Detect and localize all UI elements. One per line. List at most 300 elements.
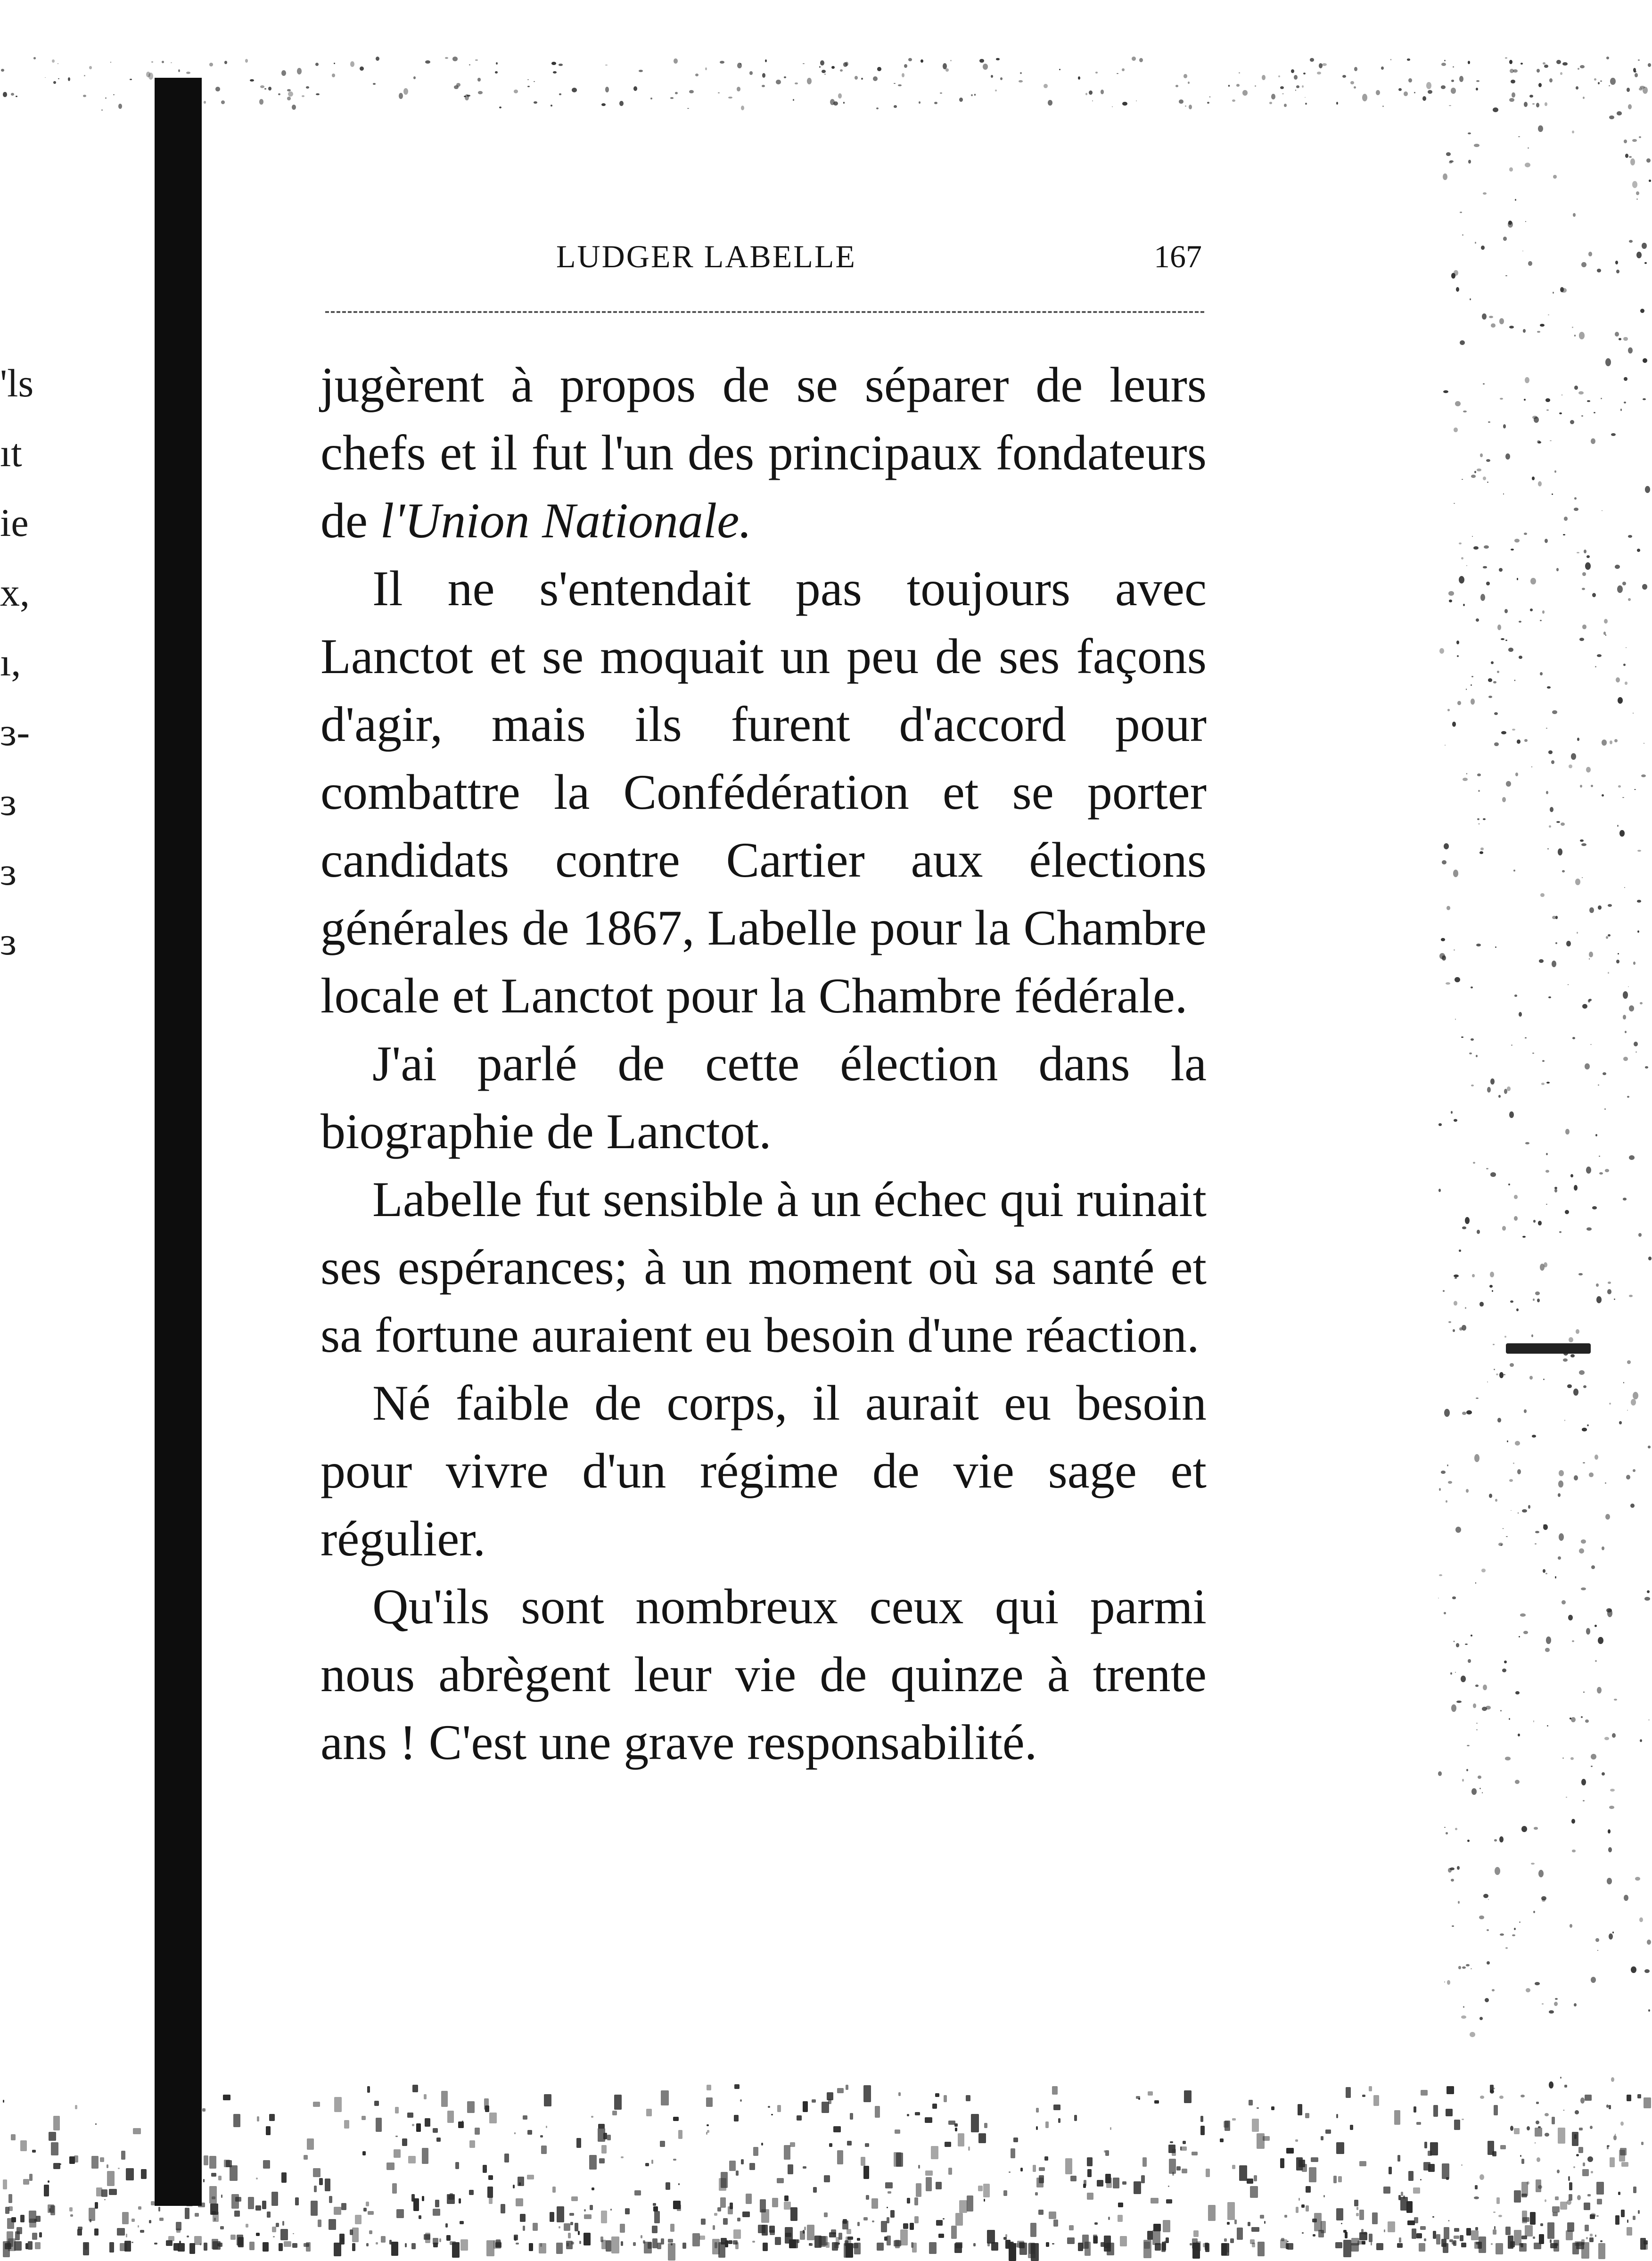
scan-speck	[53, 2163, 60, 2169]
scan-speck	[943, 2218, 945, 2220]
scan-speck	[1036, 2126, 1038, 2130]
scan-speck	[898, 2092, 901, 2096]
scan-speck	[1517, 578, 1518, 580]
scan-speck	[1354, 67, 1357, 71]
scan-speck	[1295, 2139, 1298, 2142]
scan-speck	[1471, 1635, 1472, 1636]
scan-speck	[1517, 740, 1520, 744]
scan-speck	[678, 2183, 680, 2185]
scan-speck	[262, 2201, 266, 2209]
scan-speck	[1633, 962, 1636, 965]
scan-speck	[1479, 2017, 1483, 2020]
scan-speck	[1065, 2158, 1072, 2174]
scan-speck	[214, 2218, 216, 2221]
scan-speck	[1382, 106, 1384, 107]
fragment-line: ıt	[0, 431, 22, 475]
scan-speck	[1637, 850, 1641, 852]
scan-speck	[1624, 887, 1625, 888]
scan-speck	[1480, 847, 1484, 850]
scan-speck	[1356, 2207, 1358, 2210]
scan-speck	[221, 2195, 222, 2198]
scan-speck	[107, 2171, 115, 2186]
scan-speck	[1271, 94, 1275, 99]
scan-speck	[1506, 1536, 1508, 1537]
scan-speck	[1477, 469, 1481, 471]
scan-speck	[1441, 938, 1445, 941]
scan-speck	[1521, 2159, 1524, 2164]
scan-speck	[1206, 2169, 1210, 2177]
scan-speck	[1554, 2002, 1558, 2006]
scan-speck	[1629, 156, 1632, 158]
scan-speck	[1303, 73, 1306, 74]
scan-speck	[1230, 2238, 1234, 2243]
scan-speck	[1456, 287, 1459, 292]
scan-speck	[121, 2151, 125, 2160]
scan-speck	[1631, 1966, 1636, 1973]
scan-speck	[1595, 1660, 1597, 1662]
scan-speck	[405, 2243, 407, 2247]
scan-speck	[1470, 2032, 1475, 2037]
scan-speck	[394, 2149, 401, 2158]
scan-speck	[282, 2221, 284, 2226]
scan-speck	[1484, 545, 1489, 549]
scan-speck	[1457, 1866, 1460, 1870]
scan-speck	[1369, 2086, 1372, 2091]
scan-speck	[1580, 785, 1582, 788]
scan-speck	[1200, 2126, 1205, 2135]
scan-speck	[1447, 709, 1450, 711]
scan-speck	[1588, 999, 1590, 1003]
scan-speck	[395, 2107, 399, 2113]
scan-speck	[1530, 578, 1536, 584]
scan-speck	[1596, 2182, 1604, 2195]
scan-speck	[1168, 2145, 1175, 2153]
scan-speck	[1122, 2181, 1126, 2185]
scan-speck	[1558, 2128, 1565, 2144]
scan-speck	[1343, 2230, 1347, 2233]
scan-speck	[1533, 2236, 1535, 2239]
scan-speck	[109, 2189, 117, 2195]
scan-speck	[1443, 2243, 1448, 2253]
scan-speck	[890, 2210, 895, 2218]
scan-speck	[1107, 2243, 1114, 2255]
scan-speck	[650, 98, 652, 99]
scan-speck	[1578, 2147, 1583, 2153]
scan-speck	[1232, 2165, 1235, 2169]
scan-speck	[1143, 2240, 1151, 2258]
scan-speck	[932, 2104, 937, 2109]
scan-speck	[652, 2238, 658, 2248]
scan-speck	[1397, 2243, 1403, 2248]
scan-speck	[425, 2118, 430, 2127]
scan-speck	[1455, 1527, 1461, 1533]
scan-speck	[1254, 2175, 1257, 2181]
scan-speck	[1424, 2142, 1427, 2148]
scan-speck	[1514, 1928, 1516, 1930]
scan-speck	[894, 83, 896, 84]
scan-speck	[1500, 1710, 1502, 1711]
scan-speck	[1568, 2176, 1570, 2181]
scan-speck	[1605, 358, 1611, 366]
scan-speck	[1594, 1625, 1597, 1627]
scan-speck	[1488, 421, 1490, 423]
scan-speck	[598, 2128, 605, 2142]
scan-speck	[1473, 1703, 1476, 1708]
scan-speck	[95, 2123, 97, 2125]
scan-speck	[1612, 1733, 1616, 1738]
scan-speck	[601, 2211, 607, 2223]
scan-speck	[1590, 2214, 1595, 2219]
scan-speck	[1492, 2151, 1496, 2156]
scan-speck	[1630, 158, 1635, 165]
scan-speck	[1628, 535, 1632, 538]
scan-speck	[1492, 1290, 1493, 1292]
scan-speck	[363, 2208, 367, 2212]
scan-speck	[1519, 1922, 1520, 1923]
scan-speck	[619, 101, 624, 106]
scan-speck	[790, 2142, 795, 2147]
scan-speck	[1512, 1934, 1515, 1936]
scan-speck	[334, 2097, 342, 2112]
scan-speck	[827, 2092, 833, 2100]
scan-speck	[1475, 1685, 1479, 1687]
scan-speck	[857, 2222, 860, 2226]
scan-speck	[1462, 1779, 1464, 1782]
scan-speck	[1592, 1206, 1597, 1209]
scan-speck	[1525, 221, 1526, 222]
scan-speck	[1521, 1826, 1527, 1832]
scan-speck	[1495, 1499, 1497, 1502]
scan-speck	[1452, 1925, 1454, 1927]
scan-speck	[621, 2241, 623, 2246]
scan-speck	[1321, 2136, 1323, 2140]
scan-speck	[1407, 2220, 1415, 2225]
scan-speck	[1509, 167, 1513, 172]
scan-speck	[1455, 1828, 1457, 1830]
scan-speck	[943, 63, 947, 69]
scan-speck	[1005, 2234, 1007, 2237]
scan-speck	[1472, 536, 1473, 537]
scan-speck	[1505, 453, 1510, 460]
scan-speck	[763, 2243, 768, 2251]
scan-speck	[1537, 1299, 1540, 1302]
scan-speck	[307, 2138, 314, 2150]
scan-speck	[1163, 2220, 1170, 2232]
scan-speck	[1605, 1514, 1610, 1520]
scan-speck	[1619, 1421, 1622, 1424]
scan-speck	[1359, 2161, 1366, 2166]
scan-speck	[564, 2223, 570, 2231]
scan-speck	[1305, 97, 1306, 98]
scan-speck	[1433, 2105, 1438, 2117]
scan-speck	[652, 2226, 658, 2233]
scan-speck	[907, 2198, 910, 2203]
scan-speck	[1182, 2169, 1187, 2173]
scan-speck	[847, 2229, 851, 2234]
scan-speck	[833, 101, 838, 106]
scan-speck	[557, 2206, 564, 2222]
scan-speck	[1602, 510, 1603, 511]
scan-speck	[1474, 471, 1476, 473]
scan-speck	[707, 2085, 711, 2090]
scan-speck	[1108, 2217, 1110, 2220]
scan-speck	[140, 2230, 144, 2233]
scan-speck	[1624, 377, 1627, 381]
scan-speck	[1120, 2236, 1127, 2246]
scan-speck	[589, 2155, 597, 2170]
scan-speck	[1452, 1596, 1456, 1599]
scan-speck	[1607, 1289, 1611, 1294]
scan-speck	[1609, 1933, 1613, 1940]
scan-speck	[821, 2236, 828, 2245]
scan-speck	[1200, 2116, 1203, 2122]
scan-speck	[496, 2239, 501, 2247]
ink-smudge	[1506, 1343, 1591, 1354]
scan-speck	[1505, 275, 1507, 276]
scan-speck	[1638, 2210, 1640, 2214]
scan-speck	[1473, 546, 1479, 550]
scan-speck	[1499, 1836, 1504, 1842]
scan-speck	[1572, 131, 1574, 133]
scan-speck	[407, 2113, 413, 2118]
scan-speck	[940, 92, 942, 94]
scan-speck	[1449, 160, 1454, 163]
scan-speck	[984, 2123, 987, 2128]
scan-speck	[971, 94, 973, 96]
scan-speck	[412, 2124, 414, 2126]
scan-speck	[1579, 332, 1585, 339]
scan-speck	[1225, 2121, 1230, 2131]
scan-speck	[1515, 1441, 1520, 1446]
scan-speck	[68, 77, 70, 81]
scan-speck	[1458, 1901, 1460, 1904]
scan-speck	[1605, 1482, 1606, 1484]
scan-speck	[465, 94, 469, 100]
scan-speck	[516, 2198, 523, 2206]
scan-speck	[487, 2187, 493, 2198]
scan-speck	[734, 2115, 739, 2121]
scan-speck	[671, 2243, 673, 2245]
scan-speck	[1502, 797, 1506, 802]
scan-speck	[1585, 2095, 1592, 2101]
scan-speck	[1545, 1170, 1549, 1173]
scan-speck	[1030, 2223, 1036, 2237]
scan-speck	[761, 2143, 763, 2146]
scan-speck	[211, 2173, 216, 2177]
scan-speck	[281, 70, 286, 76]
scan-speck	[877, 2243, 884, 2251]
scan-speck	[11, 2134, 16, 2140]
scan-speck	[1625, 682, 1627, 685]
scan-speck	[1475, 2185, 1478, 2189]
scan-speck	[1454, 1641, 1455, 1642]
scan-speck	[1376, 90, 1380, 95]
scan-speck	[1052, 2243, 1054, 2245]
scan-speck	[1507, 1086, 1511, 1091]
scan-speck	[256, 2178, 258, 2179]
scan-speck	[1555, 2196, 1559, 2200]
scan-speck	[1444, 1981, 1445, 1982]
scan-speck	[416, 2123, 421, 2132]
scan-speck	[797, 2115, 802, 2121]
scan-speck	[1376, 2243, 1383, 2250]
scan-speck	[1033, 2165, 1036, 2172]
scan-speck	[670, 2224, 674, 2232]
scan-speck	[1183, 2141, 1186, 2144]
scan-speck	[215, 87, 220, 91]
scan-speck	[955, 2213, 963, 2226]
scan-speck	[266, 2126, 271, 2135]
scan-speck	[1552, 961, 1556, 967]
scan-speck	[706, 2097, 713, 2107]
scan-speck	[857, 2238, 860, 2241]
scan-speck	[392, 2183, 397, 2194]
scan-speck	[959, 98, 963, 102]
scan-speck	[1298, 2104, 1302, 2115]
scan-speck	[1562, 1600, 1566, 1604]
scan-speck	[1523, 329, 1526, 333]
scan-speck	[1571, 753, 1576, 760]
scan-speck	[3, 2100, 4, 2103]
scan-speck	[568, 2233, 571, 2238]
scan-speck	[527, 2130, 532, 2135]
scan-speck	[575, 2223, 578, 2231]
scan-speck	[376, 2118, 382, 2132]
scan-speck	[866, 2195, 869, 2200]
scan-speck	[695, 74, 699, 76]
scan-speck	[259, 99, 263, 105]
scan-speck	[1454, 2228, 1459, 2232]
scan-speck	[1192, 2152, 1198, 2155]
scan-speck	[32, 2150, 36, 2153]
scan-speck	[1633, 68, 1636, 72]
scan-speck	[1514, 539, 1520, 543]
scan-speck	[1572, 1640, 1574, 1642]
scan-speck	[1459, 1250, 1461, 1252]
scan-speck	[1264, 2221, 1266, 2224]
scan-speck	[1619, 338, 1621, 340]
scan-speck	[1538, 481, 1542, 486]
scan-speck	[245, 59, 248, 63]
scan-speck	[1582, 1428, 1587, 1431]
scan-speck	[1649, 180, 1651, 182]
scan-speck	[793, 99, 794, 101]
scan-speck	[861, 2157, 865, 2166]
scan-speck	[1525, 1037, 1527, 1038]
scan-speck	[1583, 2162, 1585, 2166]
scan-speck	[1444, 60, 1446, 61]
scan-speck	[95, 2202, 98, 2209]
scan-speck	[938, 2234, 944, 2238]
scan-speck	[1193, 2230, 1199, 2237]
scan-speck	[1338, 2176, 1342, 2182]
scan-speck	[741, 106, 744, 110]
scan-speck	[1093, 2236, 1098, 2244]
scan-speck	[1595, 1134, 1597, 1136]
scan-speck	[850, 2113, 853, 2120]
scan-speck	[1524, 1409, 1527, 1413]
scan-speck	[32, 2233, 37, 2240]
scan-speck	[1239, 72, 1240, 74]
scan-speck	[1461, 557, 1463, 559]
scan-speck	[1471, 1968, 1472, 1969]
scan-speck	[717, 2207, 721, 2212]
scan-speck	[1581, 262, 1586, 267]
scan-speck	[971, 2114, 979, 2132]
scan-speck	[1549, 2010, 1554, 2014]
scan-speck	[29, 2211, 36, 2223]
scan-speck	[651, 2160, 653, 2164]
scan-speck	[1600, 81, 1602, 82]
scan-speck	[1493, 2229, 1496, 2235]
scan-speck	[1236, 84, 1240, 87]
scan-speck	[3, 92, 7, 97]
scan-speck	[578, 2231, 580, 2235]
scan-speck	[1505, 1947, 1508, 1949]
scan-speck	[1548, 750, 1553, 754]
scan-speck	[728, 2240, 732, 2244]
scan-speck	[1493, 107, 1498, 112]
scan-speck	[408, 2156, 416, 2163]
scan-speck	[16, 96, 17, 97]
scan-speck	[908, 58, 912, 61]
scan-speck	[914, 2197, 918, 2205]
scan-speck	[1472, 1274, 1475, 1277]
scan-speck	[1522, 2211, 1527, 2223]
scan-speck	[1248, 2222, 1250, 2226]
scan-speck	[895, 2129, 900, 2134]
scan-speck	[1503, 237, 1507, 241]
scan-speck	[412, 2085, 418, 2092]
scan-speck	[1614, 1699, 1617, 1701]
scan-speck	[1489, 1285, 1493, 1288]
scan-speck	[118, 104, 122, 109]
scan-speck	[824, 74, 826, 75]
scan-speck	[911, 2242, 913, 2248]
scan-speck	[1451, 1704, 1456, 1712]
scan-speck	[1299, 2198, 1300, 2201]
scan-speck	[1463, 2006, 1464, 2008]
scan-speck	[1563, 1358, 1568, 1362]
scan-speck	[1255, 85, 1256, 87]
scan-speck	[795, 82, 798, 84]
scan-speck	[1589, 952, 1593, 957]
scan-speck	[1475, 2227, 1478, 2230]
scan-speck	[484, 2098, 489, 2110]
scan-speck	[1528, 261, 1532, 266]
scan-speck	[69, 2207, 73, 2212]
scan-speck	[1578, 391, 1584, 395]
scan-speck	[1595, 666, 1596, 667]
scan-speck	[1087, 2193, 1093, 2200]
scan-speck	[350, 2229, 353, 2235]
scan-speck	[1572, 2132, 1578, 2146]
scan-speck	[1141, 2175, 1145, 2183]
scan-speck	[1580, 839, 1584, 842]
scan-speck	[1477, 1230, 1480, 1234]
scan-speck	[1635, 1877, 1640, 1881]
scan-speck	[1224, 2238, 1227, 2242]
scan-speck	[1466, 1769, 1468, 1771]
scan-speck	[1188, 82, 1190, 84]
scan-speck	[1287, 2243, 1293, 2250]
scan-speck	[1454, 1119, 1457, 1122]
scan-speck	[74, 2155, 78, 2162]
scan-speck	[1546, 728, 1547, 729]
scan-speck	[1489, 316, 1493, 318]
scan-speck	[540, 2135, 543, 2138]
scan-speck	[1623, 337, 1628, 341]
